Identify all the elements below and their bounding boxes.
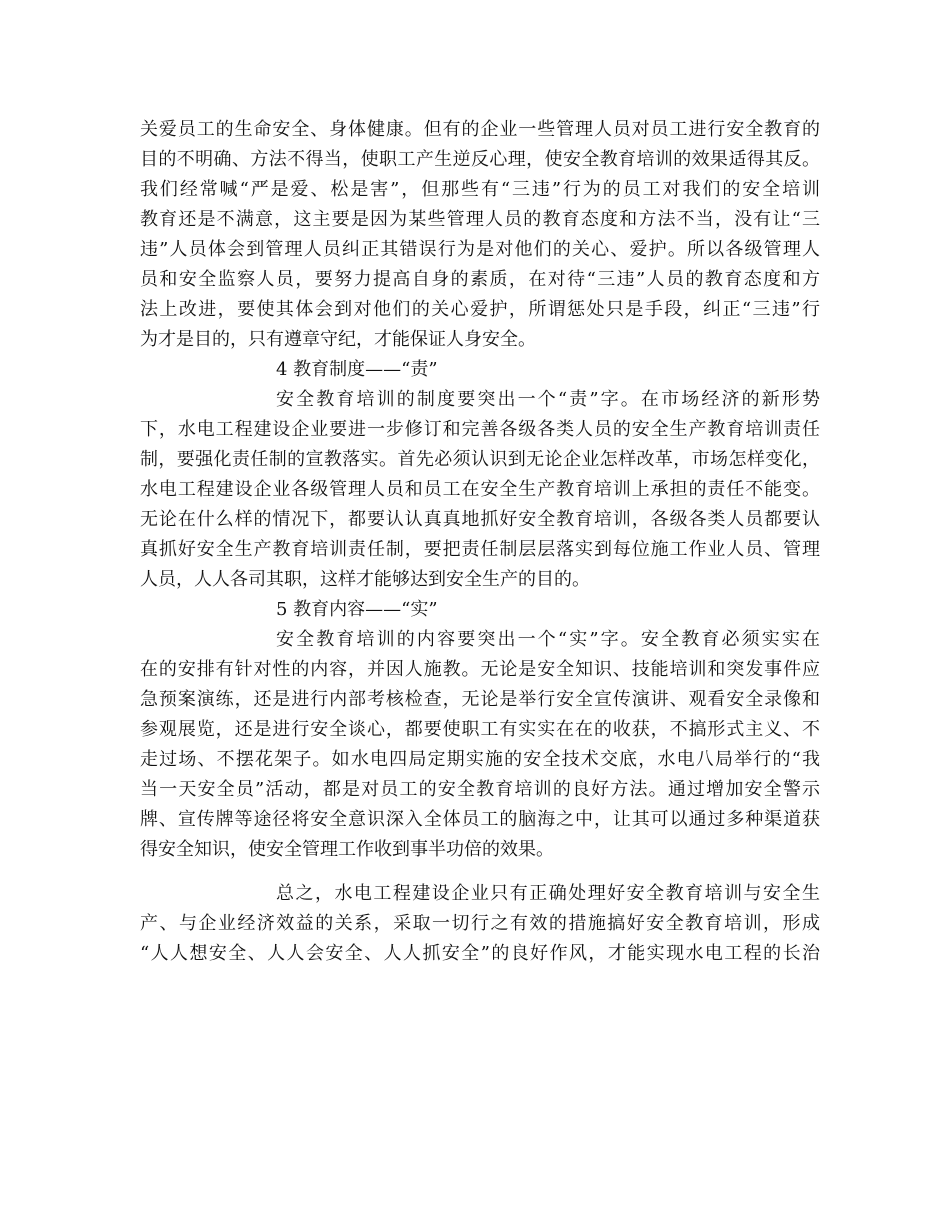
text-line: 产、与企业经济效益的关系，采取一切行之有效的措施搞好安全教育培训，形成 [140, 913, 820, 934]
section-heading-5: 5 教育内容——“实” [276, 599, 438, 620]
text-line: 为才是目的，只有遵章守纪，才能保证人身安全。 [140, 329, 536, 350]
text-line: 下，水电工程建设企业要进一步修订和完善各级各类人员的安全生产教育培训责任 [140, 419, 820, 440]
text-line: “人人想安全、人人会安全、人人抓安全”的良好作风，才能实现水电工程的长治 [140, 943, 820, 964]
text-line: 真抓好安全生产教育培训责任制，要把责任制层层落实到每位施工作业人员、管理 [140, 539, 820, 560]
text-line: 总之，水电工程建设企业只有正确处理好安全教育培训与安全生 [276, 883, 820, 904]
text-line: 我们经常喊“严是爱、松是害”，但那些有“三违”行为的员工对我们的安全培训 [140, 179, 820, 200]
section-4-paragraph [140, 385, 820, 595]
conclusion-paragraph [140, 879, 820, 969]
text-line: 教育还是不满意，这主要是因为某些管理人员的教育态度和方法不当，没有让“三 [140, 209, 820, 230]
text-line: 得安全知识，使安全管理工作收到事半功倍的效果。 [140, 839, 554, 860]
text-line: 急预案演练，还是进行内部考核检查，无论是举行安全宣传演讲、观看安全录像和 [140, 689, 820, 710]
text-line: 人员，人人各司其职，这样才能够达到安全生产的目的。 [140, 569, 590, 590]
text-line: 无论在什么样的情况下，都要认认真真地抓好安全教育培训，各级各类人员都要认 [140, 509, 820, 530]
text-line: 牌、宣传牌等途径将安全意识深入全体员工的脑海之中，让其可以通过多种渠道获 [140, 809, 820, 830]
text-line: 走过场、不摆花架子。如水电四局定期实施的安全技术交底，水电八局举行的“我 [140, 749, 820, 770]
text-line: 安全教育培训的内容要突出一个“实”字。安全教育必须实实在 [276, 629, 820, 650]
paragraph-continued [140, 115, 820, 355]
text-line: 员和安全监察人员，要努力提高自身的素质，在对待“三违”人员的教育态度和方 [140, 269, 820, 290]
text-line: 参观展览，还是进行安全谈心，都要使职工有实实在在的收获，不搞形式主义、不 [140, 719, 820, 740]
text-line: 法上改进，要使其体会到对他们的关心爱护，所谓惩处只是手段，纠正“三违”行 [140, 299, 820, 320]
text-line: 制，要强化责任制的宣教落实。首先必须认识到无论企业怎样改革，市场怎样变化， [140, 449, 820, 470]
text-line: 安全教育培训的制度要突出一个“责”字。在市场经济的新形势 [276, 389, 820, 410]
text-line: 当一天安全员”活动，都是对员工的安全教育培训的良好方法。通过增加安全警示 [140, 779, 820, 800]
text-line: 违”人员体会到管理人员纠正其错误行为是对他们的关心、爱护。所以各级管理人 [140, 239, 820, 260]
text-line: 关爱员工的生命安全、身体健康。但有的企业一些管理人员对员工进行安全教育的 [140, 119, 820, 140]
section-5-paragraph [140, 625, 820, 865]
section-heading-4: 4 教育制度——“责” [276, 359, 438, 380]
document-body [140, 115, 820, 969]
text-line: 水电工程建设企业各级管理人员和员工在安全生产教育培训上承担的责任不能变。 [140, 479, 820, 500]
paragraph-gap [140, 865, 820, 879]
text-line: 在的安排有针对性的内容，并因人施教。无论是安全知识、技能培训和突发事件应 [140, 659, 820, 680]
text-line: 目的不明确、方法不得当，使职工产生逆反心理，使安全教育培训的效果适得其反。 [140, 149, 820, 170]
